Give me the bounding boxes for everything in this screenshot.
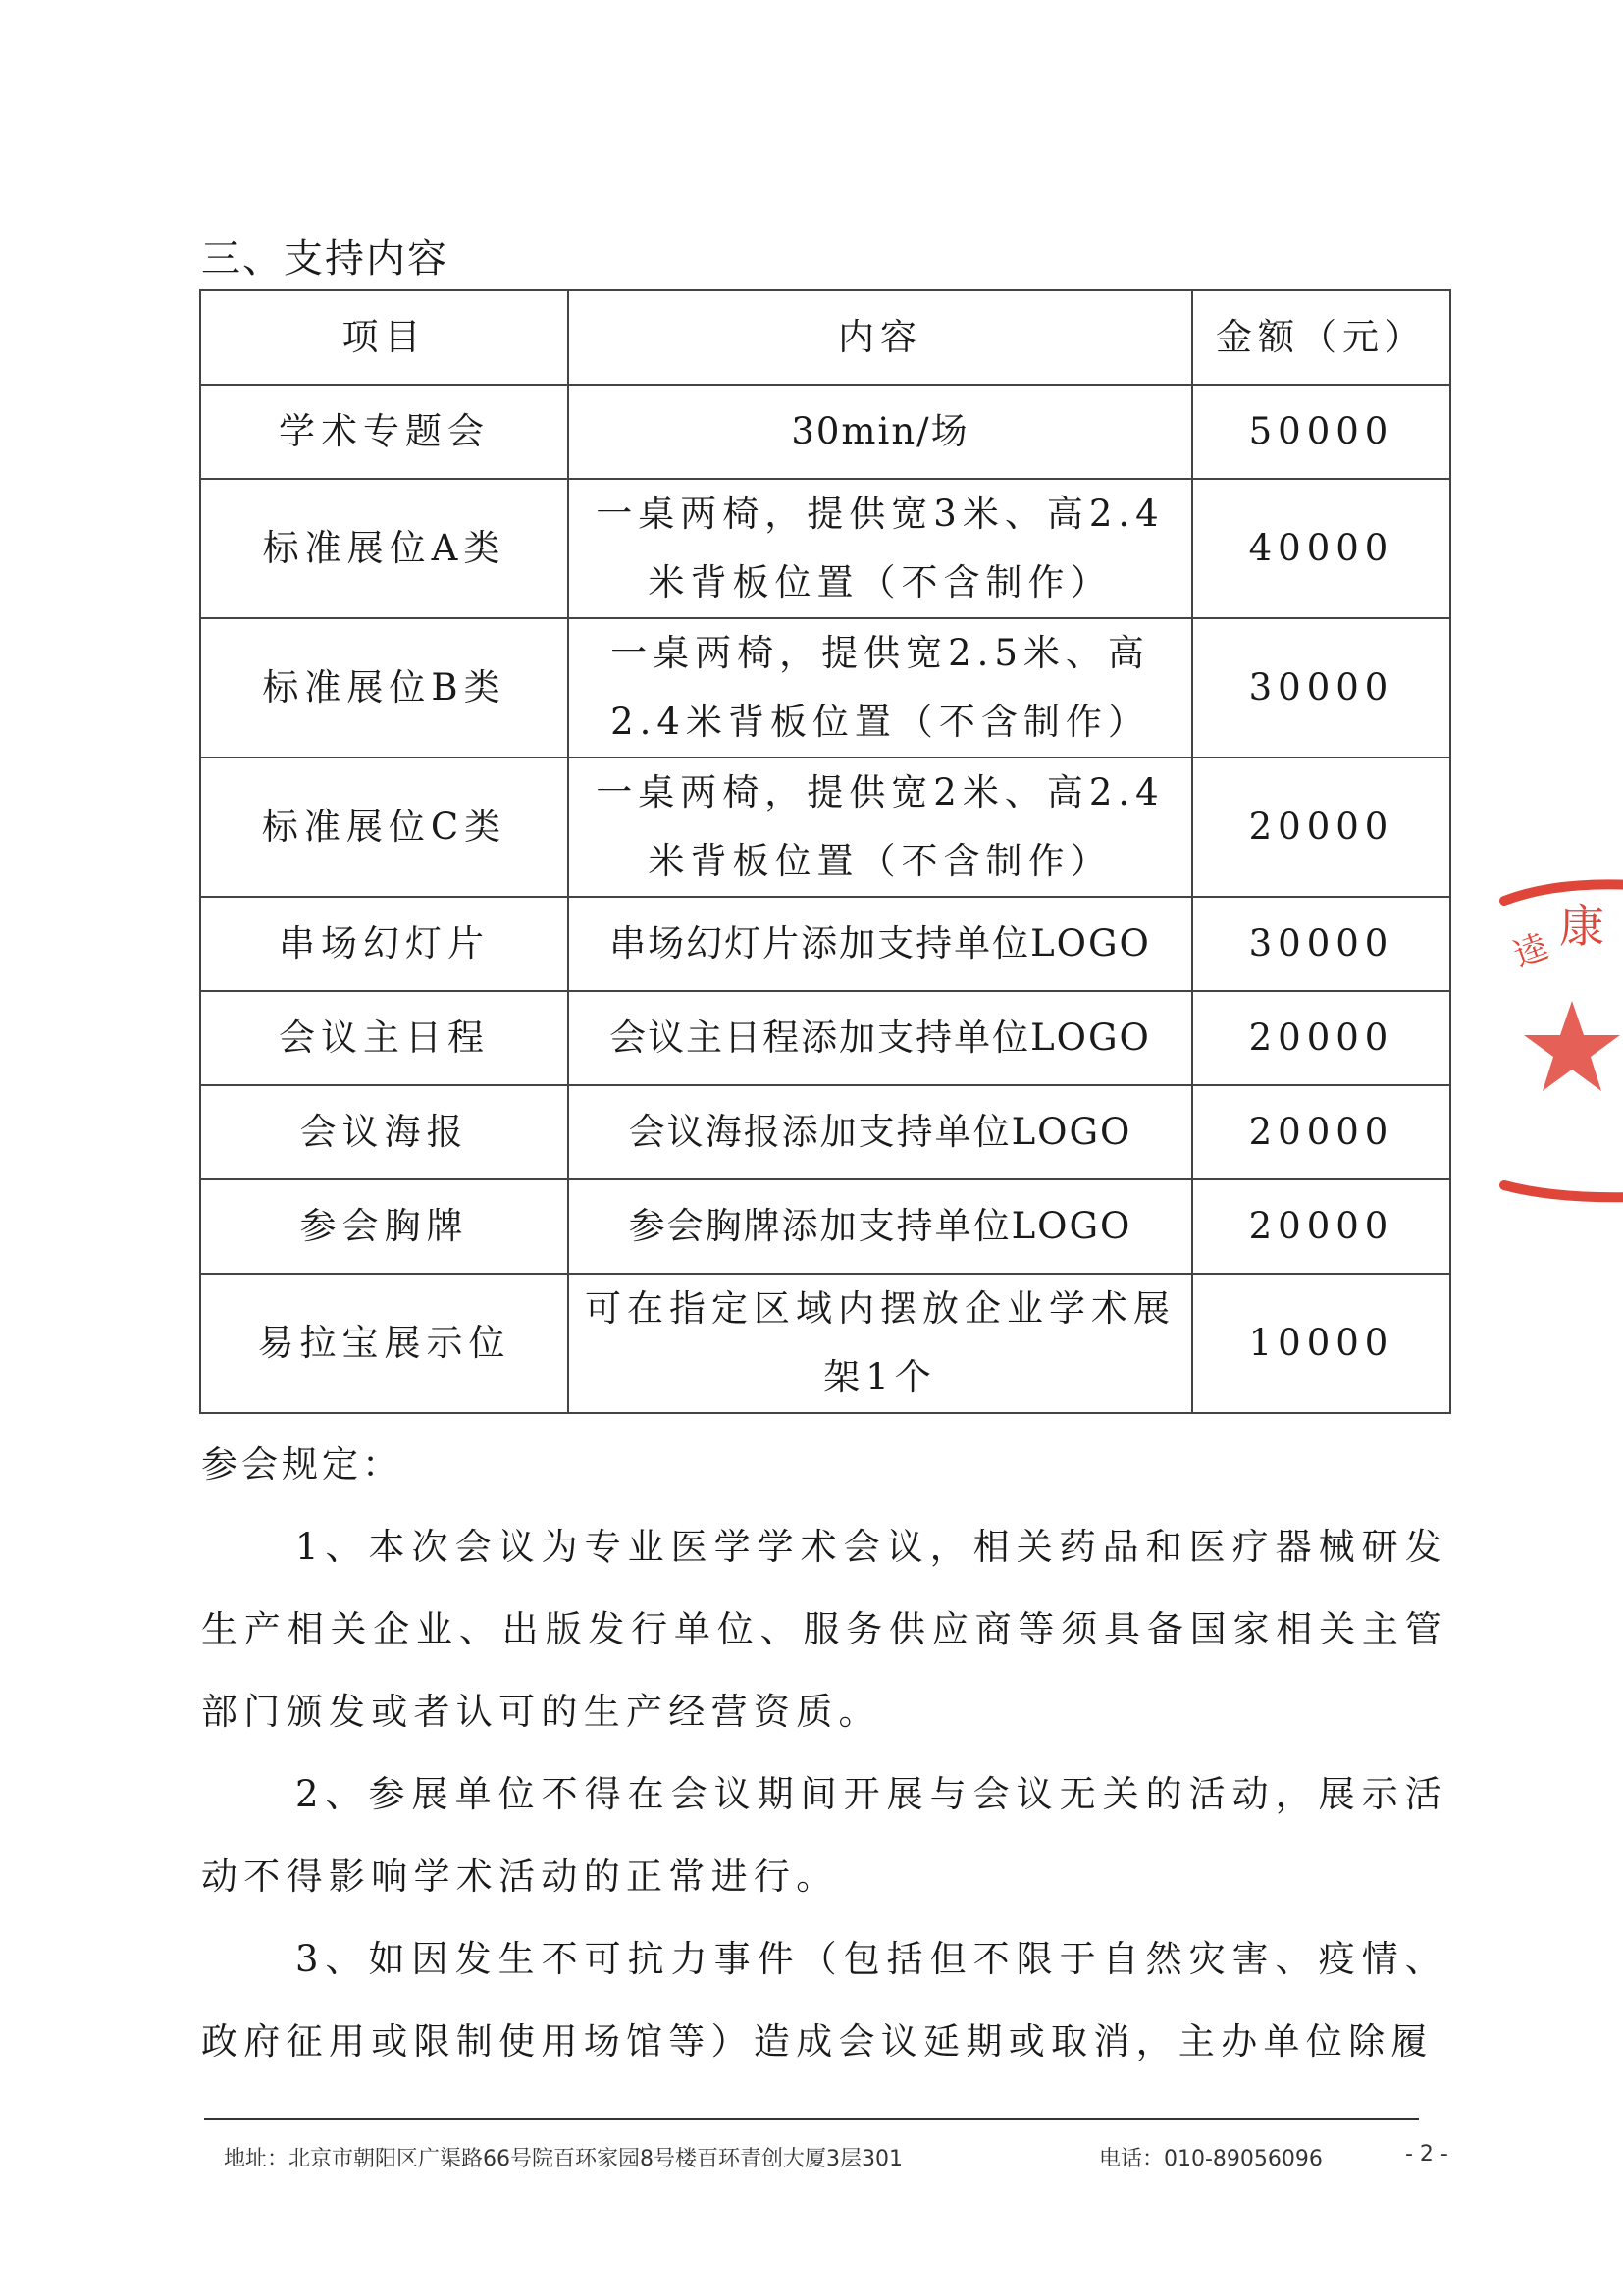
header-item: 项目 [200,290,568,385]
row-item: 会议海报 [200,1085,568,1179]
row-item: 串场幻灯片 [200,897,568,991]
table-row [200,991,1450,1085]
row-content: 一桌两椅，提供宽2米、高2.4米背板位置（不含制作） [568,757,1192,897]
table-row [200,1274,1450,1413]
table-row [200,618,1450,757]
header-amount: 金额（元） [1192,290,1450,385]
svg-text:逵: 逵 [1508,926,1553,975]
table-row [200,757,1450,897]
row-amount: 20000 [1192,991,1450,1085]
table-row [200,1179,1450,1274]
row-item: 标准展位C类 [200,757,568,897]
rules-label: 参会规定： [201,1443,402,1486]
row-content: 会议海报添加支持单位LOGO [568,1085,1192,1179]
row-content: 一桌两椅，提供宽2.5米、高2.4米背板位置（不含制作） [568,618,1192,757]
table-row [200,1085,1450,1179]
table-row [200,385,1450,479]
row-amount: 20000 [1192,1085,1450,1179]
page-number: - 2 - [1405,2142,1448,2166]
row-item: 参会胸牌 [200,1179,568,1274]
row-item: 标准展位B类 [200,618,568,757]
footer-divider [204,2118,1419,2120]
row-item: 标准展位A类 [200,479,568,618]
row-content: 30min/场 [568,385,1192,479]
row-content: 参会胸牌添加支持单位LOGO [568,1179,1192,1274]
svg-text:康: 康 [1559,900,1604,953]
rule-paragraph-1: 1、本次会议为专业医学学术会议，相关药品和医疗器械研发生产相关企业、出版发行单位、服务供应商等须具备国家相关主管部门颁发或者认可的生产经营资质。 [201,1526,1447,1733]
seal-icon [1496,873,1623,1207]
footer-address: 地址：北京市朝阳区广渠路66号院百环家园8号楼百环青创大厦3层301 [224,2147,903,2171]
row-amount: 50000 [1192,385,1450,479]
row-amount: 40000 [1192,479,1450,618]
footer-phone: 电话：010-89056096 [1099,2147,1323,2171]
section-title: 三、支持内容 [201,236,448,282]
row-amount: 10000 [1192,1274,1450,1413]
row-content: 一桌两椅，提供宽3米、高2.4米背板位置（不含制作） [568,479,1192,618]
rule-paragraph-3: 3、如因发生不可抗力事件（包括但不限于自然灾害、疫情、政府征用或限制使用场馆等）造成会议延期或取消，主办单位除履 [201,1938,1447,2062]
table-row [200,897,1450,991]
table-row [200,479,1450,618]
row-item: 会议主日程 [200,991,568,1085]
row-content: 串场幻灯片添加支持单位LOGO [568,897,1192,991]
row-amount: 20000 [1192,1179,1450,1274]
row-item: 学术专题会 [200,385,568,479]
row-content: 会议主日程添加支持单位LOGO [568,991,1192,1085]
row-amount: 20000 [1192,757,1450,897]
row-item: 易拉宝展示位 [200,1274,568,1413]
row-amount: 30000 [1192,618,1450,757]
row-amount: 30000 [1192,897,1450,991]
support-table [199,289,1451,1414]
rule-paragraph-2: 2、参展单位不得在会议期间开展与会议无关的活动，展示活动不得影响学术活动的正常进行。 [201,1773,1447,1898]
table-header-row [200,290,1450,385]
row-content: 可在指定区域内摆放企业学术展架1个 [568,1274,1192,1413]
header-content: 内容 [568,290,1192,385]
official-seal-stamp [1496,873,1623,1207]
